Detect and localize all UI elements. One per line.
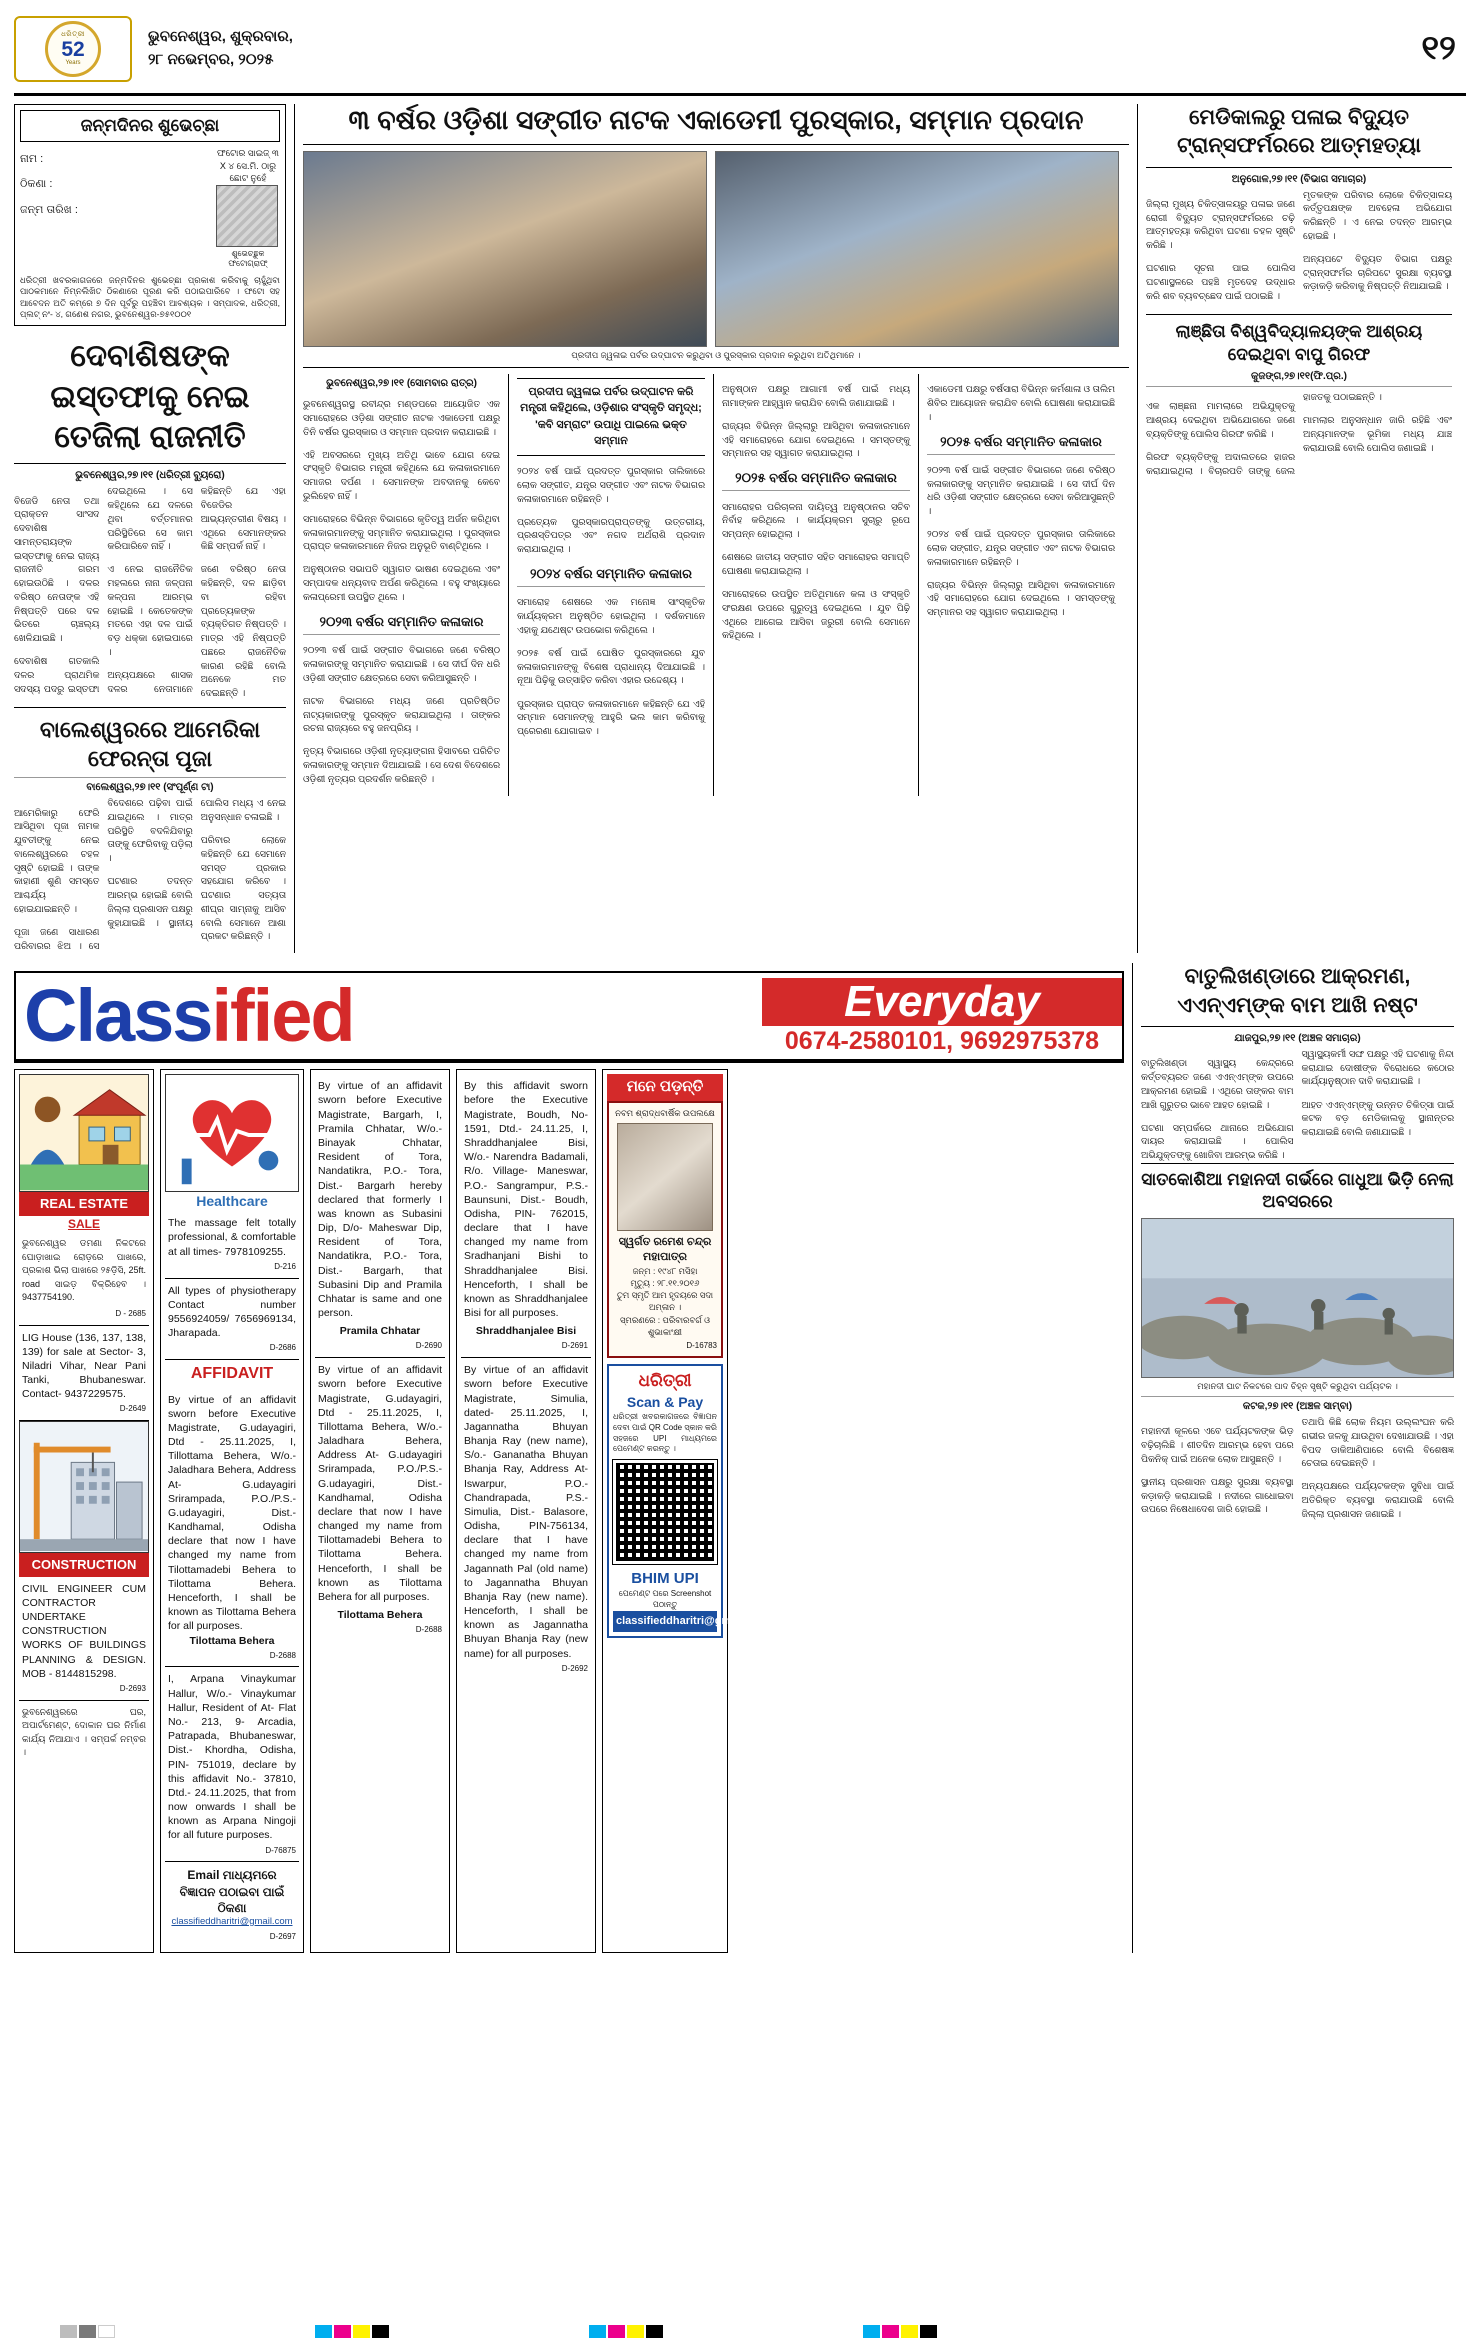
paragraph: ୨୦୨୪ ବର୍ଷ ପାଇଁ ପ୍ରଦତ୍ତ ପୁରସ୍କାର ତାଲିକାରେ ଲୋକ ସଙ୍ଗୀତ, ଯନ୍ତ୍ର ସଙ୍ଗୀତ ଏବଂ ନାଟକ ବିଭାଗର କଳାକାରମାନେ ରହିଛନ୍ତି । xyxy=(927,529,1115,567)
paragraph: ଜିଲ୍ଲା ମୁଖ୍ୟ ଚିକିତ୍ସାଳୟରୁ ପଳାଇ ଜଣେ ରୋଗୀ ବିଦ୍ୟୁତ ଟ୍ରାନ୍ସଫର୍ମରରେ ଚଢ଼ି ଆତ୍ମହତ୍ୟା କରିଥିବା ଘଟଣା ଚହଳ ସୃଷ୍ଟି କରିଛି । xyxy=(1146,198,1295,251)
paragraph: ପୂଜା ଜଣେ ସାଧାରଣ ପରିବାରର ଝିଅ । ସେ ବିଦେଶରେ ପଢ଼ିବା ପାଇଁ ଯାଇଥିଲେ । ମାତ୍ର ପରିସ୍ଥିତି ବଦଳିଯିବାରୁ ତାଙ୍କୁ ଫେରିବାକୁ ପଡ଼ିଲା । xyxy=(14,798,193,951)
reg-swatch xyxy=(334,2325,351,2338)
reg-swatch xyxy=(98,2325,115,2338)
scanpay-note: ଧରିତ୍ରୀ ଖବରକାଗଜରେ ବିଜ୍ଞାପନ ଦେବା ପାଇଁ QR Code ସ୍କାନ କରି ସହଜରେ UPI ମାଧ୍ୟମରେ ପେମେଣ୍ଟ କରନ୍ତୁ । xyxy=(613,1412,717,1454)
reg-swatch xyxy=(589,2325,606,2338)
affidavit-item xyxy=(165,1667,299,1862)
category-healthcare: Healthcare xyxy=(196,1193,268,1210)
birthday-field-dob: ଜନ୍ମ ତାରିଖ : xyxy=(20,203,78,216)
section-body xyxy=(303,644,500,786)
classified-zone xyxy=(14,963,1124,1952)
reg-swatch xyxy=(646,2325,663,2338)
classified-word-part2: ified xyxy=(211,974,354,1057)
paragraph: ଗିରଫ ବ୍ୟକ୍ତିଙ୍କୁ ଅଦାଲତରେ ହାଜର କରାଯାଇଥିଲା । ବିଚାରପତି ତାଙ୍କୁ ଜେଲ ହାଜତକୁ ପଠାଇଛନ୍ତି । xyxy=(1146,392,1382,476)
photo-size-note: ଫଟୋର ସାଇଜ୍ ୩ X ୪ ସେ.ମି. ଠାରୁ ଛୋଟ ନୁହେଁ xyxy=(217,148,279,184)
ad-text: ଭୁବନେଶ୍ୱରରେ ଘର, ଅପାର୍ଟମେଣ୍ଟ, ଦୋକାନ ଘର ନିର୍ମାଣ କାର୍ଯ୍ୟ ନିଆଯାଏ । ସମ୍ପର୍କ ନମ୍ବର । xyxy=(22,1706,146,1758)
reg-swatch-group xyxy=(315,2325,389,2338)
ad-text: ଭୁବନେଶ୍ୱର ଡମଣା ନିକଟରେ ଘୋଡ଼ାଖାଇ ରୋଡ଼ରେ ପାଖରେ, ପ୍ରକାଶ ଭିଲା ପାଖରେ ୨୫ଡ଼ିସି, 25ft. road ସାଇଡ଼ ବିକ୍ରିହେବ । 9437754190. xyxy=(22,1238,146,1303)
affidavit-text: I, Arpana Vinaykumar Hallur, W/o.- Vinaykumar Hallur, Resident of At- Flat No.- 213, 9- Arcadia, Patrapada, Bhubaneswar, Dist.- Khordha, Odisha, PIN- 751019, declare by this affidavit No.- 37810, Dtd.- 24.11.2025, that from now onwards I shall be known as Arpana Ningoji for all future purposes. xyxy=(168,1673,296,1842)
main-subcol-3 xyxy=(713,374,910,796)
ad-item xyxy=(19,1326,149,1422)
ad-item xyxy=(165,1211,299,1278)
ad-code: D-2693 xyxy=(119,1683,146,1693)
reg-swatch xyxy=(920,2325,937,2338)
classified-wordmark xyxy=(16,973,762,1059)
logo-brand-odia: ଧରିତ୍ରୀ xyxy=(61,31,85,38)
attack-headline: ବାତୁଲିଖଣ୍ଡାରେ ଆକ୍ରମଣ, ଏଏନ୍ଏମ୍‌ଙ୍କ ବାମ ଆଖି ନଷ୍ଟ xyxy=(1177,965,1418,1017)
ad-text: LIG House (136, 137, 138, 139) for sale at Sector- 3, Niladri Vihar, Near Pani Tanki, Bhubaneswar. Contact- 9437229575. xyxy=(22,1331,146,1401)
ad-column-healthcare xyxy=(160,1069,304,1952)
obituary-message: ତୁମ ସ୍ମୃତି ଆମ ହୃଦୟରେ ସଦା ଅମ୍ଳାନ । xyxy=(616,1290,714,1313)
main-intro xyxy=(303,398,500,605)
paragraph: ଅନ୍ୟପଟେ ବିଦ୍ୟୁତ ବିଭାଗ ପକ୍ଷରୁ ଟ୍ରାନ୍ସଫର୍ମର ଚାରିପଟେ ସୁରକ୍ଷା ବ୍ୟବସ୍ଥା କଡ଼ାକଡ଼ି କରିବାକୁ ନିଷ୍ପତ୍ତି ନିଆଯାଇଛି । xyxy=(1303,253,1452,292)
paragraph: ମହାନଦୀ କୂଳରେ ଏବେ ପର୍ଯ୍ୟଟକଙ୍କ ଭିଡ଼ ବଢ଼ିଚାଲିଛି । ଶୀତଦିନ ଆରମ୍ଭ ହେବା ପରେ ପିକନିକ୍ ପାଇଁ ଅନେକ ଲୋକ ଆସୁଛନ୍ତି । xyxy=(1141,1426,1294,1464)
paragraph: ରାଜ୍ୟର ବିଭିନ୍ନ ଜିଲ୍ଲାରୁ ଆସିଥିବା କଳାକାରମାନେ ଏହି ସମାରୋହରେ ଯୋଗ ଦେଇଥିଲେ । ସମସ୍ତଙ୍କୁ ସମ୍ମାନର ସହ ସ୍ୱାଗତ କରାଯାଇଥିଲା । xyxy=(927,579,1115,618)
medical-body xyxy=(1146,189,1452,309)
river-scene xyxy=(1142,1219,1453,1377)
affidavit-text: By virtue of an affidavit sworn before Executive Magistrate, G.udayagiri, Dtd - 25.11.2025, I, Tillottama Behera, W/o.- Jaladhara Behera, Address At- G.udayagiri Srirampada, P.O./P.S.- G.udayagiri, Dist.- Kandhamal, Odisha declare that now I have changed my name from Tilottamadebi Behera to Tilottama Behera. Henceforth, I shall be known as Tilottama Behera for all purposes. xyxy=(168,1393,296,1633)
attack-dateline: ଯାଜପୁର,୨୭।୧୧ (ଅଞ୍ଚଳ ସମାଚାର) xyxy=(1234,1032,1361,1044)
paragraph: ବାତୁଲିଖଣ୍ଡା ସ୍ୱାସ୍ଥ୍ୟ କେନ୍ଦ୍ରରେ କର୍ତ୍ତବ୍ୟରତ ଜଣେ ଏଏନ୍ଏମ୍‌ଙ୍କ ଉପରେ ଆକ୍ରମଣ ହୋଇଛି । ଏଥିରେ ତାଙ୍କର ବାମ ଆଖି ଗୁରୁତର ଭାବେ ଆହତ ହୋଇଛି । xyxy=(1141,1058,1294,1110)
section-body xyxy=(517,596,705,738)
affidavit-item xyxy=(461,1074,591,1358)
main-subcol-2 xyxy=(508,374,705,796)
paragraph: ୨୦୨୫ ବର୍ଷ ପାଇଁ ଘୋଷିତ ପୁରସ୍କାରରେ ଯୁବ କଳାକାରମାନଙ୍କୁ ବିଶେଷ ପ୍ରାଧାନ୍ୟ ଦିଆଯାଇଛି । ନୂଆ ପିଢ଼ିକୁ ଉତ୍ସାହିତ କରିବା ଏହାର ଉଦ୍ଦେଶ୍ୟ । xyxy=(517,647,705,686)
reg-swatch xyxy=(901,2325,918,2338)
main-column xyxy=(294,104,1129,953)
logo-years-label: Years xyxy=(65,60,81,66)
section-title: ୨୦୨୩ ବର୍ଷର ସମ୍ମାନିତ କଳାକାର xyxy=(319,613,484,629)
page-number: ୧୨ xyxy=(1421,29,1456,67)
paragraph: ପୁରସ୍କାର ପ୍ରାପ୍ତ କଳାକାରମାନେ କହିଛନ୍ତି ଯେ ଏହି ସମ୍ମାନ ସେମାନଙ୍କୁ ଆହୁରି ଭଲ କାମ କରିବାକୁ ପ୍ରେରଣା ଯୋଗାଇବ । xyxy=(517,698,705,737)
paragraph: ଅନୁଷ୍ଠାନର ସଭାପତି ସ୍ୱାଗତ ଭାଷଣ ଦେଇଥିଲେ ଏବଂ ସମ୍ପାଦକ ଧନ୍ୟବାଦ ଅର୍ପଣ କରିଥିଲେ । ବହୁ ସଂଖ୍ୟାରେ କଳାପ୍ରେମୀ ଉପସ୍ଥିତ ଥିଲେ । xyxy=(303,564,500,602)
birthday-photo-slot xyxy=(216,147,280,270)
ad-code: D-16783 xyxy=(686,1341,717,1351)
ad-code: D-2649 xyxy=(119,1404,146,1414)
section-body xyxy=(927,464,1115,620)
affidavit-text: By virtue of an affidavit sworn before Executive Magistrate, Bargarh, I, Pramila Chhatar, W/o.- Binayak Chhatar, Resident of Tora, Nandatikra, P.O.- Tora, Dist.- Bargarh hereby declared that formerly I was known as Subasini Dip, D/o- Maheswar Dip, Resident of Tora, Nandatikra, P.O.- Tora, Dist.- Bargarh, that Subasini Dip and Pramila Chhatar is same and one person. xyxy=(318,1080,442,1320)
paragraph: ଏକ ଲାଞ୍ଛନା ମାମଲାରେ ଅଭିଯୁକ୍ତକୁ ଆଶ୍ରୟ ଦେଇଥିବା ଅଭିଯୋଗରେ ଜଣେ ବ୍ୟକ୍ତିଙ୍କୁ ପୋଲିସ ଗିରଫ କରିଛି । xyxy=(1146,401,1295,439)
masthead-date: ୨୮ ନଭେମ୍ବର, ୨୦୨୫ xyxy=(148,50,274,68)
story-left-dateline: ଭୁବନେଶ୍ୱର,୨୭।୧୧ (ଧରିତ୍ରୀ ବ୍ୟୁରୋ) xyxy=(75,470,225,482)
section-title: ୨୦୨୪ ବର୍ଷର ସମ୍ମାନିତ କଳାକାର xyxy=(529,566,693,582)
paragraph: ଅନ୍ୟପକ୍ଷରେ ପର୍ଯ୍ୟଟକଙ୍କ ସୁବିଧା ପାଇଁ ଅତିରିକ୍ତ ବ୍ୟବସ୍ଥା କରାଯାଉଛି ବୋଲି ଜିଲ୍ଲା ପ୍ରଶାସନ ଜଣାଇଛି । xyxy=(1301,1481,1454,1519)
main-pullquote: ପ୍ରଦୀପ ଜ୍ୱଳାଇ ପର୍ବର ଉଦ୍‌ଘାଟନ କରି ମନ୍ତ୍ରୀ କହିଥିଲେ, ଓଡ଼ିଶାର ସଂସ୍କୃତି ସମୃଦ୍ଧ; 'କବି ସମ୍ରାଟ' ଉପାଧି ପାଇଲେ ଭକ୍ତ ସମ୍ମାନ xyxy=(517,378,705,456)
construction-illustration xyxy=(19,1421,149,1553)
affidavit-signature: Tilottama Behera xyxy=(189,1634,275,1647)
ad-code: D-2692 xyxy=(561,1663,588,1673)
right-column-top xyxy=(1137,104,1452,953)
section-body xyxy=(722,501,910,643)
paragraph: ସମାରୋହରେ ବିଭିନ୍ନ ବିଭାଗରେ କୃତିତ୍ୱ ଅର୍ଜନ କରିଥିବା କଳାକାରମାନଙ୍କୁ ସମ୍ମାନିତ କରାଯାଇଥିଲା । ପୁରସ୍କାର ପ୍ରାପ୍ତ କଳାକାରମାନେ ନିଜର ଅନୁଭୂତି ବାଣ୍ଟିଥିଲେ । xyxy=(303,513,500,552)
ad-code: D-2688 xyxy=(269,1650,296,1660)
ad-code: D-2690 xyxy=(415,1341,442,1351)
ad-code: D-2686 xyxy=(269,1343,296,1353)
affidavit-item xyxy=(165,1388,299,1668)
ad-text: The massage felt totally professional, & comfortable at all times- 7978109255. xyxy=(168,1217,296,1258)
paragraph: ଏହି ଅବସରରେ ମୁଖ୍ୟ ଅତିଥି ଭାବେ ଯୋଗ ଦେଇ ସଂସ୍କୃତି ବିଭାଗର ମନ୍ତ୍ରୀ କହିଥିଲେ ଯେ କଳାକାରମାନେ ସମାଜର ଦର୍ପଣ । ସେମାନଙ୍କ ଅବଦାନକୁ କେବେ ଭୁଲିହେବ ନାହିଁ । xyxy=(303,449,500,501)
main-subcol3-body xyxy=(722,383,910,461)
reg-swatch-group xyxy=(589,2325,663,2338)
ad-item xyxy=(19,1577,149,1701)
scanpay-brand: ଧରିତ୍ରୀ xyxy=(638,1371,692,1391)
paragraph: ୨୦୨୪ ବର୍ଷ ପାଇଁ ପ୍ରଦତ୍ତ ପୁରସ୍କାର ତାଲିକାରେ ଲୋକ ସଙ୍ଗୀତ, ଯନ୍ତ୍ର ସଙ୍ଗୀତ ଏବଂ ନାଟକ ବିଭାଗର କଳାକାରମାନେ ରହିଛନ୍ତି । xyxy=(517,466,705,504)
email-label: Email ମାଧ୍ୟମରେ ବିଜ୍ଞାପନ ପଠାଇବା ପାଇଁ ଠିକଣା xyxy=(179,1868,285,1915)
obituary-subtitle: ନବମ ଶ୍ରାଦ୍ଧବାର୍ଷିକ ଉପଲକ୍ଷେ xyxy=(615,1107,715,1118)
heart-pulse-icon xyxy=(166,1075,298,1191)
attack-body xyxy=(1141,1048,1454,1163)
qr-code[interactable] xyxy=(613,1460,717,1564)
ad-code: D-2697 xyxy=(269,1931,296,1941)
beach-dateline: କଟକ,୨୭।୧୧ (ଅଞ୍ଚଳ ସାମ୍ବା) xyxy=(1242,1401,1353,1413)
beach-photo-caption: ମହାନଦୀ ଘାଟ ନିକଟରେ ପାଦ ଚିହ୍ନ ସୃଷ୍ଟି କରୁଥିବା ପର୍ଯ୍ୟଟକ । xyxy=(1197,1381,1398,1392)
birthday-field-address: ଠିକଣା : xyxy=(20,178,53,191)
medical-sub-body xyxy=(1146,391,1452,478)
masthead xyxy=(14,10,1466,96)
paragraph: ସ୍ଥାନୀୟ ପ୍ରଶାସନ ପକ୍ଷରୁ ସୁରକ୍ଷା ବ୍ୟବସ୍ଥା କଡ଼ାକଡ଼ି କରାଯାଇଛି । ନଦୀରେ ଗାଧୋଇବା ଉପରେ ନିଷେଧାଦେଶ ଜାରି ହୋଇଛି । xyxy=(1141,1476,1294,1515)
birthday-coupon xyxy=(14,104,286,326)
ad-column-affidavit-2 xyxy=(456,1069,596,1952)
ad-code: D - 2685 xyxy=(115,1308,146,1318)
affidavit-signature: Shraddhanjalee Bisi xyxy=(475,1325,577,1338)
right-column-bottom xyxy=(1132,963,1454,1952)
affidavit-item xyxy=(461,1358,591,1679)
category-real-estate-sub: SALE xyxy=(67,1216,100,1231)
crane-building-icon xyxy=(20,1422,148,1552)
reg-swatch xyxy=(882,2325,899,2338)
ad-text: CIVIL ENGINEER CUM CONTRACTOR UNDERTAKE CONSTRUCTION WORKS OF BUILDINGS PLANNING & DESIGN. MOB - 8144815298. xyxy=(22,1582,146,1680)
everyday-block xyxy=(762,973,1122,1059)
main-headline: ୩ ବର୍ଷର ଓଡ଼ିଶା ସଙ୍ଗୀତ ନାଟକ ଏକାଡେମୀ ପୁରସ୍କାର, ସମ୍ମାନ ପ୍ରଦାନ xyxy=(348,105,1084,135)
paragraph: ତଥାପି କିଛି ଲୋକ ନିୟମ ଉଲ୍ଲଂଘନ କରି ଗଭୀର ଜଳକୁ ଯାଉଥିବା ଦେଖାଯାଉଛି । ଏହା ବିପଦ ଡାକିଆଣିପାରେ ବୋଲି ବିଶେଷଜ୍ଞ ଚେତାଇ ଦେଇଛନ୍ତି । xyxy=(1301,1417,1454,1469)
reg-swatch xyxy=(315,2325,332,2338)
paragraph: ୨୦୨୩ ବର୍ଷ ପାଇଁ ସଙ୍ଗୀତ ବିଭାଗରେ ଜଣେ ବରିଷ୍ଠ କଳାକାରଙ୍କୁ ସମ୍ମାନିତ କରାଯାଇଛି । ସେ ଦୀର୍ଘ ଦିନ ଧରି ଓଡ଼ିଶୀ ସଙ୍ଗୀତ କ୍ଷେତ୍ରରେ ସେବା କରିଆସୁଛନ୍ତି । xyxy=(303,645,500,683)
main-photo-caption: ପ୍ରଦୀପ ଜ୍ୱଳାଇ ପର୍ବର ଉଦ୍‌ଘାଟନ କରୁଥିବା ଓ ପୁରସ୍କାର ପ୍ରଦାନ କରୁଥିବା ଅତିଥିମାନେ । xyxy=(571,349,861,360)
paragraph: ମୃତକଙ୍କ ପରିବାର ଲୋକେ ଚିକିତ୍ସାଳୟ କର୍ତ୍ତୃପକ୍ଷଙ୍କ ଅବହେଳା ଅଭିଯୋଗ କରିଛନ୍ତି । ଏ ନେଇ ତଦନ୍ତ ଆରମ୍ଭ ହୋଇଛି । xyxy=(1303,189,1452,241)
birthday-photo-caption: ଶୁଭେଚ୍ଛୁକ ଫଟୋଗ୍ରାଫ୍ xyxy=(228,248,268,269)
bottom-zone xyxy=(14,963,1466,1952)
ad-item xyxy=(19,1701,149,1765)
ad-column-obituary xyxy=(602,1069,770,1952)
paragraph: ସମାରୋହ ଶେଷରେ ଏକ ମନୋଜ୍ଞ ସାଂସ୍କୃତିକ କାର୍ଯ୍ୟକ୍ରମ ଅନୁଷ୍ଠିତ ହୋଇଥିଲା । ଦର୍ଶକମାନେ ଏହାକୁ ଯଥେଷ୍ଟ ଉପଭୋଗ କରିଥିଲେ । xyxy=(517,597,705,635)
paragraph: ନୃତ୍ୟ ବିଭାଗରେ ଓଡ଼ିଶୀ ନୃତ୍ୟାଙ୍ଗନା ହିସାବରେ ପରିଚିତ କଳାକାରଙ୍କୁ ସମ୍ମାନ ଦିଆଯାଇଛି । ସେ ଦେଶ ବିଦେଶରେ ଓଡ଼ିଶୀ ନୃତ୍ୟର ପ୍ରଦର୍ଶନ କରିଛନ୍ତି । xyxy=(303,746,500,784)
medical-dateline: ଅନୁଗୋଳ,୨୭।୧୧ (ବିଭାଗ ସମାଚାର) xyxy=(1231,173,1367,185)
paragraph: ବିଜେଡି ନେତା ତଥା ପ୍ରାକ୍ତନ ସାଂସଦ ଦେବାଶିଷ ସାମନ୍ତରାୟଙ୍କ ଇସ୍ତଫାକୁ ନେଇ ରାଜ୍ୟ ରାଜନୀତି ଗରମ ହୋଇଉଠିଛି । ଦଳର ବରିଷ୍ଠ ନେତାଙ୍କ ଏହି ନିଷ୍ପତ୍ତି ପରେ ଦଳ ଭିତରେ ଚାଞ୍ଚଲ୍ୟ ଖେଳିଯାଇଛି । xyxy=(14,495,100,644)
beach-headline: ସାତକୋଶିଆ ମହାନଦୀ ଗର୍ଭରେ ଗାଧୁଆ ଭିଡ଼ି ନେଲା ଅବସରରେ xyxy=(1141,1163,1454,1213)
paragraph: ସମାରୋହରେ ଉପସ୍ଥିତ ଅତିଥିମାନେ କଳା ଓ ସଂସ୍କୃତି ସଂରକ୍ଷଣ ଉପରେ ଗୁରୁତ୍ୱ ଦେଇଥିଲେ । ଯୁବ ପିଢ଼ି ଏଥିରେ ଆଗେଇ ଆସିବା ଜରୁରୀ ବୋଲି ସେମାନେ କହିଥିଲେ । xyxy=(722,589,910,641)
affidavit-text: By virtue of an affidavit sworn before Executive Magistrate, G.udayagiri, Dtd - 25.11.2025, I, Tillottama Behera, W/o.- Jaladhara Behera, Address At- G.udayagiri Srirampada, P.O./P.S.- G.udayagiri, Dist.- Kandhamal, Odisha declare that now I have changed my name from Tilottamadebi Behera to Tilottama Behera. Henceforth, I shall be known as Tilottama Behera for all purposes. xyxy=(318,1364,442,1603)
ad-code: D-2688 xyxy=(415,1625,442,1635)
masthead-dateline xyxy=(148,26,293,71)
mane-padanti-header: ମନେ ପଡ଼ନ୍ତି xyxy=(607,1074,723,1100)
paragraph: ଦେବାଶିଷ ଗତକାଲି ଦଳର ପ୍ରାଥମିକ ସଦସ୍ୟ ପଦରୁ ଇସ୍ତଫା ଦେଇଥିଲେ । ସେ କହିଥିଲେ ଯେ ଦଳରେ ଥିବା ବର୍ତ୍ତମାନର ପରିସ୍ଥିତିରେ ସେ କାମ କରିପାରିବେ ନାହିଁ । xyxy=(14,486,193,694)
left-column xyxy=(14,104,286,953)
paragraph: ଏକାଡେମୀ ପକ୍ଷରୁ ବର୍ଷସାରା ବିଭିନ୍ନ କର୍ମଶାଳା ଓ ତାଲିମ ଶିବିର ଆୟୋଜନ କରାଯିବ ବୋଲି ଘୋଷଣା କରାଯାଇଛି । xyxy=(927,384,1115,422)
reg-swatch xyxy=(863,2325,880,2338)
classified-email[interactable]: classifieddharitri@gmail.com xyxy=(171,1915,293,1927)
ad-code: D-76875 xyxy=(265,1845,296,1855)
birthday-instructions: ଧରିତ୍ରୀ ଖବରକାଗଜରେ ଜନ୍ମଦିନର ଶୁଭେଚ୍ଛା ପ୍ରକାଶ କରିବାକୁ ଚାହୁଁଥିବା ପାଠକମାନେ ନିମ୍ନଲିଖିତ ଠିକଣାରେ ପୂରଣ କରି ପଠାଇପାରିବେ । ଫଟୋ ସହ ଆବେଦନ ଅତି କମ୍‌ରେ ୭ ଦିନ ପୂର୍ବରୁ ପହଞ୍ଚିବା ଆବଶ୍ୟକ । ସମ୍ପାଦକ, ଧରିତ୍ରୀ, ପ୍ଲଟ୍ ନଂ- ୪, ଗଣେଶ ନଗର, ଭୁବନେଶ୍ୱର-୭୫୧୦୦୧ xyxy=(20,274,280,319)
reg-swatch xyxy=(372,2325,389,2338)
medical-sub-dateline: କୁଜଙ୍ଗ,୨୭।୧୧(ଫି.ପ୍ର.) xyxy=(1251,371,1347,383)
affidavit-item xyxy=(315,1358,445,1641)
real-estate-illustration xyxy=(19,1074,149,1192)
section-title: ୨୦୨୫ ବର୍ଷର ସମ୍ମାନିତ କଳାକାର xyxy=(735,470,897,486)
obituary-death: ମୃତ୍ୟୁ : ୨୮.୧୧.୨୦୧୬ xyxy=(630,1277,700,1288)
paragraph: ନାଟକ ବିଭାଗରେ ମଧ୍ୟ ଜଣେ ପ୍ରତିଷ୍ଠିତ ନାଟ୍ୟକାରଙ୍କୁ ପୁରସ୍କୃତ କରାଯାଇଥିଲା । ତାଙ୍କର ରଚନା ରାଜ୍ୟରେ ବହୁ ଜନପ୍ରିୟ । xyxy=(303,695,500,734)
paragraph: ଆମେରିକାରୁ ଫେରି ଆସିଥିବା ପୂଜା ନାମକ ଯୁବତୀଙ୍କୁ ନେଇ ବାଲେଶ୍ୱରରେ ଚହଳ ସୃଷ୍ଟି ହୋଇଛି । ତାଙ୍କ କାହାଣୀ ଶୁଣି ସମସ୍ତେ ଆଶ୍ଚର୍ଯ୍ୟ ହୋଇଯାଇଛନ୍ତି । xyxy=(14,807,100,914)
story-balasore-dateline: ବାଲେଶ୍ୱର,୨୭।୧୧ (ସଂପୂର୍ଣ୍ଣ ଟା) xyxy=(86,782,214,794)
story-left-body xyxy=(14,485,286,701)
affidavit-header: AFFIDAVIT xyxy=(190,1364,274,1382)
house-agent-icon xyxy=(20,1075,148,1191)
river-photo xyxy=(1141,1218,1454,1378)
reg-swatch xyxy=(353,2325,370,2338)
affidavit-text: By virtue of an affidavit sworn before Executive Magistrate, Simulia, dated- 25.11.2025, I, Jagannatha Bhuyan Bhanja Ray (new name), S/o.- Gananatha Bhuyan Bhanja Ray, Address At- Iswarpur, P.O.- Chandrapada, P.S.- Simulia, Dist.- Balasore, Odisha, PIN-756134, declare that I have changed my name from Jagannath Pal (old name) to Jagannatha Bhuyan Bhanja Ray (new name). Henceforth, I shall be known as Jagannatha Bhuyan Bhanja Ray (new name) for all purposes. xyxy=(464,1364,588,1660)
healthcare-illustration xyxy=(165,1074,299,1192)
medical-headline: ମେଡିକାଲରୁ ପଳାଇ ବିଦ୍ୟୁତ ଟ୍ରାନ୍ସଫର୍ମରରେ ଆତ୍ମହତ୍ୟା xyxy=(1177,106,1421,158)
classified-phone-numbers[interactable]: 0674-2580101, 9692975378 xyxy=(784,1026,1100,1055)
main-subcol-1 xyxy=(303,374,500,796)
paragraph: ରାଜ୍ୟର ବିଭିନ୍ନ ଜିଲ୍ଲାରୁ ଆସିଥିବା କଳାକାରମାନେ ଏହି ସମାରୋହରେ ଯୋଗ ଦେଇଥିଲେ । ସମସ୍ତଙ୍କୁ ସମ୍ମାନର ସହ ସ୍ୱାଗତ କରାଯାଇଥିଲା । xyxy=(722,420,910,459)
section-title: ୨୦୨୫ ବର୍ଷର ସମ୍ମାନିତ କଳାକାର xyxy=(940,433,1102,449)
main-dateline: ଭୁବନେଶ୍ୱର,୨୭।୧୧ (ସୋମବାର ରାତ୍ର) xyxy=(326,377,477,389)
scanpay-screenshot-note: ପେମେଣ୍ଟ ପରେ Screenshot ପଠାନ୍ତୁ xyxy=(618,1589,712,1610)
paragraph: ଅନ୍ୟପକ୍ଷରେ ଶାସକ ଦଳର ନେତାମାନେ କହିଛନ୍ତି ଯେ ଏହା ବିଜେଡିର ଆଭ୍ୟନ୍ତରୀଣ ବିଷୟ । ଏଥିରେ ସେମାନଙ୍କର କିଛି ସମ୍ପର୍କ ନାହିଁ । xyxy=(107,486,286,694)
reg-swatch xyxy=(627,2325,644,2338)
obituary-card xyxy=(607,1101,723,1359)
logo-years-number: 52 xyxy=(61,38,85,61)
obituary-from: ସ୍ମରଣରେ : ପରିବାରବର୍ଗ ଓ ଶୁଭାକାଂକ୍ଷୀ xyxy=(619,1314,711,1338)
paragraph: ଶେଷରେ ଜାତୀୟ ସଙ୍ଗୀତ ସହିତ ସମାରୋହର ସମାପ୍ତି ଘୋଷଣା କରାଯାଇଥିଲା । xyxy=(722,552,910,576)
affidavit-text: By this affidavit sworn before the Executive Magistrate, Boudh, No- 1591, Dtd.- 24.11.25, I, Shraddhanjalee Bisi, W/o.- Narendra Badamali, R/o. Village- Maneswar, P.O.- Sangrampur, P.S.- Baunsuni, Dist.- Boudh, Odisha, PIN- 762015, declare that I have changed my name from Sradhanjani Bishi to Shraddhanjalee Bisi. Henceforth, I shall be known as Shraddhanjalee Bisi for all purposes. xyxy=(464,1080,588,1320)
ad-item xyxy=(19,1232,149,1326)
birthday-photo-placeholder xyxy=(216,185,278,247)
paragraph: ପରିବାର ଲୋକେ କହିଛନ୍ତି ଯେ ସେମାନେ ସମସ୍ତ ପ୍ରକାର ସହଯୋଗ କରିବେ । ଘଟଣାର ସତ୍ୟତା ଶୀଘ୍ର ସାମ୍ନାକୁ ଆସିବ ବୋଲି ସେମାନେ ଆଶା ପ୍ରକଟ କରିଛନ୍ତି । xyxy=(200,835,286,942)
top-zone xyxy=(14,104,1466,953)
affidavit-signature: Pramila Chhatar xyxy=(339,1325,421,1338)
logo-ring xyxy=(45,21,101,77)
ad-code: D-216 xyxy=(274,1261,296,1271)
main-photo-row xyxy=(303,151,1129,347)
bhim-upi-label: BHIM UPI xyxy=(631,1570,699,1588)
scanpay-title: Scan & Pay xyxy=(626,1394,704,1411)
ad-column-affidavit-1 xyxy=(310,1069,450,1952)
paragraph: ମାମଲାର ଅନୁସନ୍ଧାନ ଜାରି ରହିଛି ଏବଂ ଅନ୍ୟମାନଙ୍କ ଭୂମିକା ମଧ୍ୟ ଯାଞ୍ଚ କରାଯାଉଛି ବୋଲି ପୋଲିସ ଜଣାଇଛି । xyxy=(1303,415,1452,453)
ad-column-realestate xyxy=(14,1069,154,1952)
paragraph: ଘଟଣାର ତଦନ୍ତ ଆରମ୍ଭ ହୋଇଛି ବୋଲି ଜିଲ୍ଲା ପ୍ରଶାସନ ପକ୍ଷରୁ କୁହାଯାଇଛି । ସ୍ଥାନୀୟ ପୋଲିସ ମଧ୍ୟ ଏ ନେଇ ଅନୁସନ୍ଧାନ ଚଳାଇଛି । xyxy=(107,798,286,928)
paragraph: ଘଟଣା ସମ୍ପର୍କରେ ଥାନାରେ ଅଭିଯୋଗ ଦାୟର କରାଯାଇଛି । ପୋଲିସ ଅଭିଯୁକ୍ତଙ୍କୁ ଖୋଜିବା ଆରମ୍ଭ କରିଛି । xyxy=(1141,1122,1294,1161)
award-photo-right xyxy=(715,151,1119,347)
paragraph: ଅନୁଷ୍ଠାନ ପକ୍ଷରୁ ଆଗାମୀ ବର୍ଷ ପାଇଁ ମଧ୍ୟ ନାମାଙ୍କନ ଆହ୍ୱାନ କରାଯିବ ବୋଲି ଜଣାଯାଇଛି । xyxy=(722,384,910,408)
scanpay-email[interactable]: classifieddharitri@gmail.com xyxy=(613,1611,717,1632)
birthday-title: ଜନ୍ମଦିନର ଶୁଭେଚ୍ଛା xyxy=(20,110,280,142)
ad-grid xyxy=(14,1069,1124,1952)
paragraph: ଭୁବନେଶ୍ୱରସ୍ଥ ରବୀନ୍ଦ୍ର ମଣ୍ଡପରେ ଆୟୋଜିତ ଏକ ସମାରୋହରେ ଓଡ଼ିଶା ସଙ୍ଗୀତ ନାଟକ ଏକାଡେମୀ ପକ୍ଷରୁ ତିନି ବର୍ଷର ପୁରସ୍କାର ଓ ସମ୍ମାନ ପ୍ରଦାନ କରାଯାଇଛି । xyxy=(303,399,500,437)
obituary-birth: ଜନ୍ମ : ୧୯୪୮ ମସିହା xyxy=(632,1265,698,1276)
reg-swatch xyxy=(79,2325,96,2338)
story-balasore-body xyxy=(14,797,286,953)
reg-swatch-group xyxy=(60,2325,115,2338)
main-subcol2-body xyxy=(517,465,705,557)
paragraph: ପ୍ରତ୍ୟେକ ପୁରସ୍କାରପ୍ରାପ୍ତଙ୍କୁ ଉତ୍ତରୀୟ, ପ୍ରଶସ୍ତିପତ୍ର ଏବଂ ନଗଦ ଅର୍ଥରାଶି ପ୍ରଦାନ କରାଯାଇଥିଲା । xyxy=(517,516,705,555)
paragraph: ଏ ନେଇ ରାଜନୈତିକ ମହଲରେ ନାନା ଜଳ୍ପନା କଳ୍ପନା ଆରମ୍ଭ ହୋଇଛି । କେତେକଙ୍କ ମତରେ ଏହା ଦଳ ପାଇଁ ବଡ଼ ଧକ୍କା ହୋଇପାରେ । xyxy=(107,564,193,657)
paragraph: ସମାରୋହର ପରିଚାଳନା ଦାୟିତ୍ୱ ଅନୁଷ୍ଠାନର ସଚିବ ନିର୍ବାହ କରିଥିଲେ । କାର୍ଯ୍ୟକ୍ରମ ସୁଚାରୁ ରୂପେ ସମ୍ପନ୍ନ ହୋଇଥିଲା । xyxy=(722,501,910,540)
everyday-label: Everyday xyxy=(762,978,1122,1026)
paragraph: ସ୍ୱାସ୍ଥ୍ୟକର୍ମୀ ସଙ୍ଘ ପକ୍ଷରୁ ଏହି ଘଟଣାକୁ ନିନ୍ଦା କରାଯାଇ ଦୋଷୀଙ୍କ ବିରୋଧରେ କଠୋର କାର୍ଯ୍ୟାନୁଷ୍ଠାନ ଦାବି କରାଯାଇଛି । xyxy=(1301,1048,1454,1087)
dharitri-logo xyxy=(14,16,132,82)
category-real-estate: REAL ESTATE xyxy=(19,1192,149,1216)
scan-and-pay-card[interactable] xyxy=(607,1364,770,1638)
reg-swatch-group xyxy=(863,2325,937,2338)
birthday-fields xyxy=(20,147,210,270)
paragraph: ଘଟଣାର ସୂଚନା ପାଇ ପୋଲିସ ଘଟଣାସ୍ଥଳରେ ପହଞ୍ଚି ମୃତଦେହ ଉଦ୍ଧାର କରି ଶବ ବ୍ୟବଚ୍ଛେଦ ପାଇଁ ପଠାଇଛି । xyxy=(1146,263,1295,301)
award-photo-left xyxy=(303,151,707,347)
obituary-name: ସ୍ୱର୍ଗତ ରମେଶ ଚନ୍ଦ୍ର ମହାପାତ୍ର xyxy=(618,1235,712,1263)
category-construction: CONSTRUCTION xyxy=(19,1553,149,1577)
affidavit-item xyxy=(315,1074,445,1358)
obituary-photo xyxy=(617,1123,713,1231)
reg-swatch xyxy=(608,2325,625,2338)
ad-code: D-2691 xyxy=(561,1341,588,1351)
story-left-headline: ଦେବାଶିଷଙ୍କ ଇସ୍ତଫାକୁ ନେଇ ତେଜିଲା ରାଜନୀତି xyxy=(50,338,250,455)
reg-swatch xyxy=(60,2325,77,2338)
ad-text: All types of physiotherapy Contact number 9556924059/ 7656969134, Jharapada. xyxy=(168,1284,296,1340)
birthday-field-name: ନାମ : xyxy=(20,153,44,165)
ad-item xyxy=(165,1279,299,1360)
paragraph: ଜଣେ ବରିଷ୍ଠ ନେତା କହିଛନ୍ତି, ଦଳ ଛାଡ଼ିବା ବା ରହିବା ପ୍ରତ୍ୟେକଙ୍କ ବ୍ୟକ୍ତିଗତ ନିଷ୍ପତ୍ତି । ମାତ୍ର ଏହି ନିଷ୍ପତ୍ତି ପଛରେ ରାଜନୈତିକ କାରଣ ରହିଛି ବୋଲି ଅନେକେ ମତ ଦେଇଛନ୍ତି । xyxy=(200,564,286,699)
medical-sub-headline: ଲାଞ୍ଛିତା ବିଶ୍ୱବିଦ୍ୟାଳୟଙ୍କ ଆଶ୍ରୟ ଦେଇଥିବା ବାପୁ ଗିରଫ xyxy=(1175,322,1423,365)
email-block xyxy=(165,1862,299,1947)
paragraph: ଆହତ ଏଏନ୍ଏମ୍‌ଙ୍କୁ ଉନ୍ନତ ଚିକିତ୍ସା ପାଇଁ କଟକ ବଡ଼ ମେଡିକାଲକୁ ସ୍ଥାନାନ୍ତର କରାଯାଇଛି ବୋଲି ଜଣାଯାଇଛି । xyxy=(1301,1099,1454,1138)
classified-banner xyxy=(14,971,1124,1063)
beach-body xyxy=(1141,1416,1454,1529)
affidavit-signature: Tilottama Behera xyxy=(337,1609,423,1622)
print-registration-bar xyxy=(0,2323,1480,2339)
paragraph: ୨୦୨୩ ବର୍ଷ ପାଇଁ ସଙ୍ଗୀତ ବିଭାଗରେ ଜଣେ ବରିଷ୍ଠ କଳାକାରଙ୍କୁ ସମ୍ମାନିତ କରାଯାଇଛି । ସେ ଦୀର୍ଘ ଦିନ ଧରି ଓଡ଼ିଶୀ ସଙ୍ଗୀତ କ୍ଷେତ୍ରରେ ସେବା କରିଆସୁଛନ୍ତି । xyxy=(927,464,1115,517)
main-subcol4-body xyxy=(927,383,1115,424)
masthead-place: ଭୁବନେଶ୍ୱର, ଶୁକ୍ରବାର, xyxy=(148,28,293,45)
main-subcol-4 xyxy=(918,374,1115,796)
story-balasore-headline: ବାଲେଶ୍ୱରରେ ଆମେରିକା ଫେରନ୍ତା ପୂଜା xyxy=(39,717,261,771)
classified-word-part1: Class xyxy=(24,974,212,1057)
